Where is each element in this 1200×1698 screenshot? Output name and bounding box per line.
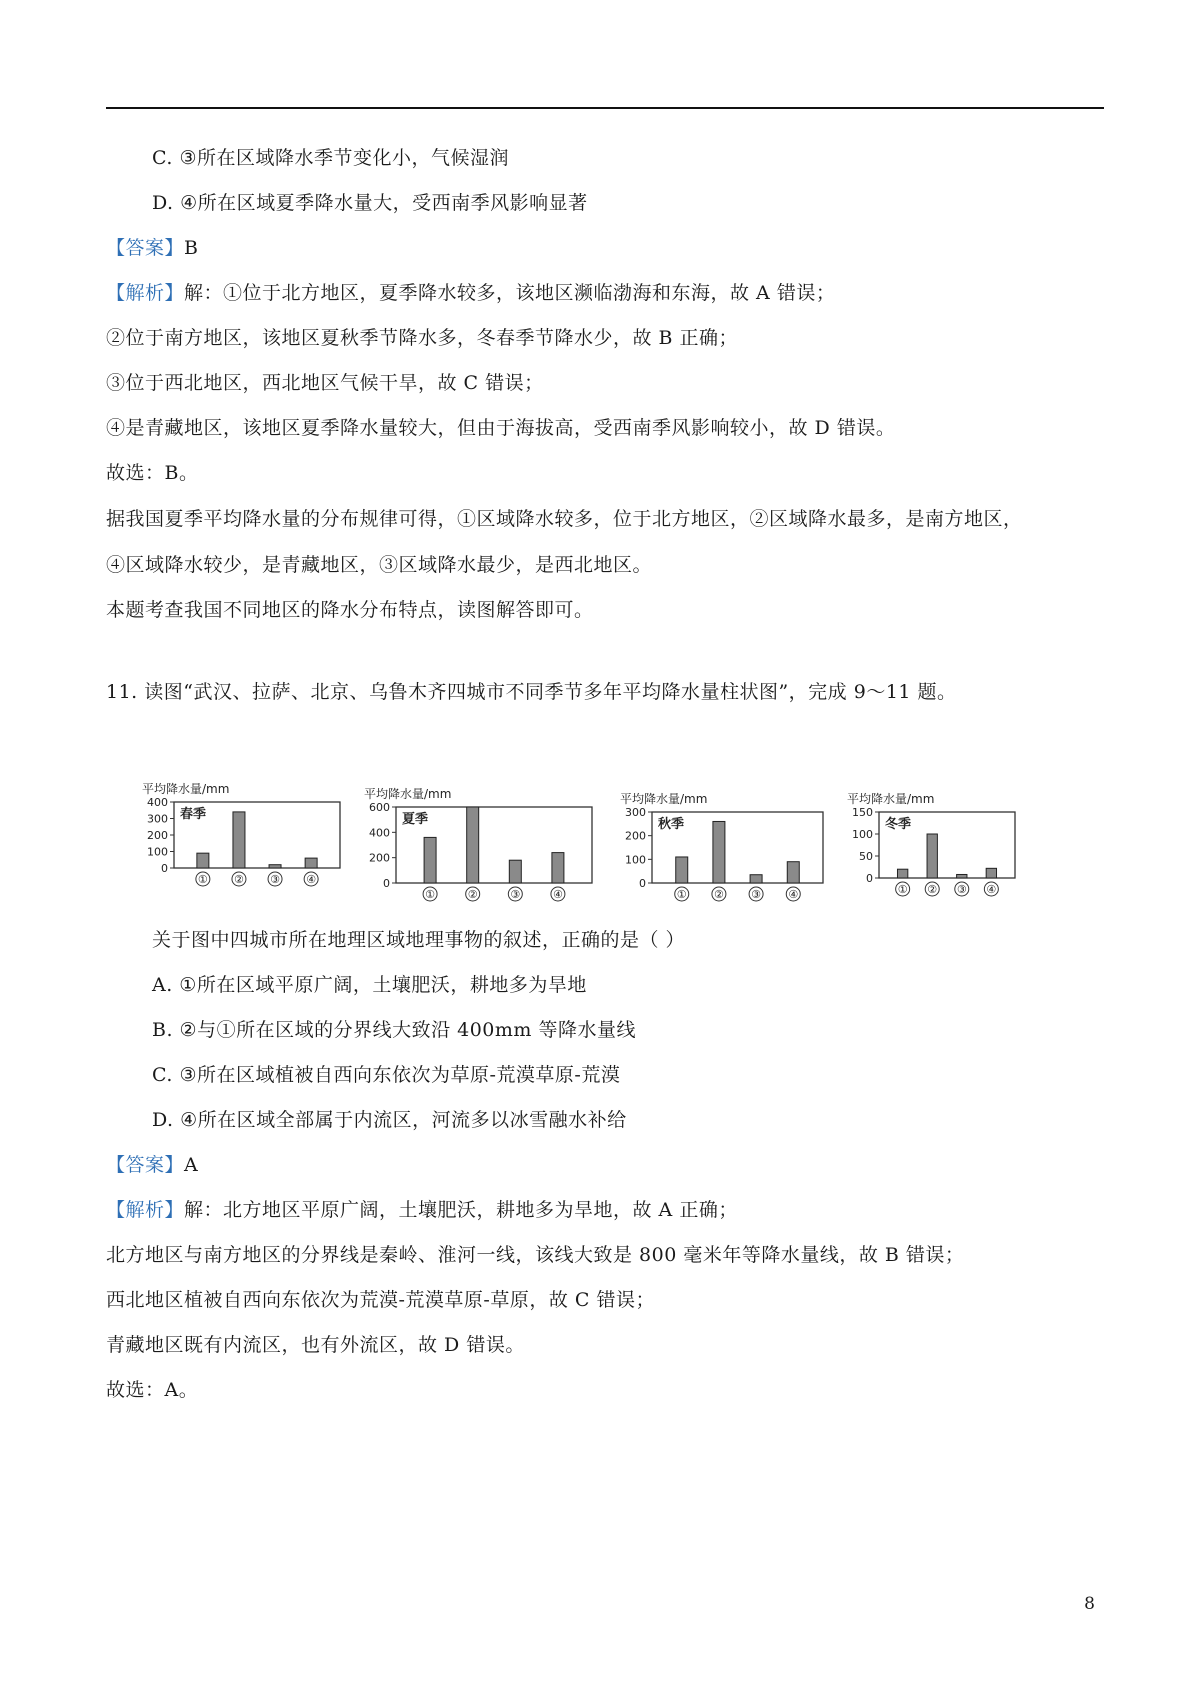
- analysis-11-line-1: 北方地区与南方地区的分界线是秦岭、淮河一线，该线大致是 800 毫米年等降水量线，故 B 错误；: [106, 1244, 965, 1266]
- analysis-1-line-1: ②位于南方地区，该地区夏秋季节降水多，冬春季节降水少，故 B 正确；: [106, 327, 739, 349]
- season-label: 春季: [180, 807, 207, 822]
- y-tick-label: 0: [383, 877, 390, 890]
- y-tick-label: 200: [147, 829, 168, 842]
- category-label: ④: [788, 888, 799, 901]
- bar-3: [509, 860, 521, 883]
- q11-option-b: B. ②与①所在区域的分界线大致沿 400mm 等降水量线: [152, 1019, 636, 1041]
- category-label: ①: [897, 883, 908, 896]
- y-tick-label: 200: [369, 851, 390, 865]
- analysis-1-line-3: ④是青藏地区，该地区夏季降水量较大，但由于海拔高，受西南季风影响较小，故 D 错误。: [106, 417, 896, 439]
- y-tick-label: 100: [625, 853, 646, 867]
- bar-1: [424, 837, 436, 883]
- header-rule: [106, 107, 1104, 109]
- option-c: C. ③所在区域降水季节变化小，气候湿润: [152, 147, 509, 169]
- q11-option-d: D. ④所在区域全部属于内流区，河流多以冰雪融水补给: [152, 1109, 627, 1131]
- bar-4: [986, 868, 996, 878]
- question-11-prompt: 关于图中四城市所在地理区域地理事物的叙述，正确的是（ ）: [152, 929, 686, 951]
- analysis-11-line-2: 西北地区植被自西向东依次为荒漠-荒漠草原-草原，故 C 错误；: [106, 1289, 655, 1311]
- question-11-stem: 11. 读图“武汉、拉萨、北京、乌鲁木齐四城市不同季节多年平均降水量柱状图”，完成 9～11 题。: [106, 681, 957, 703]
- option-d: D. ④所在区域夏季降水量大，受西南季风影响显著: [152, 192, 588, 214]
- category-label: ②: [713, 888, 724, 901]
- analysis-tag: 【解析】: [106, 282, 185, 304]
- category-label: ④: [552, 888, 563, 901]
- category-label: ④: [306, 873, 317, 886]
- season-label: 夏季: [402, 812, 429, 827]
- y-tick-label: 600: [369, 801, 390, 814]
- bar-4: [305, 858, 317, 868]
- bar-1: [197, 853, 209, 868]
- y-axis-label: 平均降水量/mm: [620, 792, 708, 806]
- answer-value: B: [184, 237, 199, 259]
- category-label: ①: [425, 888, 436, 901]
- y-tick-label: 400: [147, 796, 168, 809]
- category-label: ①: [676, 888, 687, 901]
- bar-3: [957, 874, 967, 878]
- category-label: ③: [270, 873, 280, 886]
- category-label: ③: [751, 888, 762, 901]
- category-label: ③: [510, 888, 521, 901]
- y-tick-label: 0: [866, 872, 873, 885]
- category-label: ③: [956, 883, 967, 896]
- y-tick-label: 50: [859, 850, 873, 863]
- autumn-chart: [618, 790, 833, 905]
- season-charts: [140, 780, 1070, 985]
- y-tick-label: 0: [639, 877, 646, 890]
- category-label: ④: [986, 883, 997, 896]
- y-axis-label: 平均降水量/mm: [364, 787, 452, 801]
- bar-1: [897, 869, 907, 878]
- bar-2: [233, 812, 245, 868]
- bar-2: [713, 821, 725, 883]
- bar-2: [467, 807, 479, 883]
- answer-tag: 【答案】: [106, 1154, 185, 1176]
- bar-4: [787, 862, 799, 883]
- analysis-1-line-7: 本题考查我国不同地区的降水分布特点，读图解答即可。: [106, 599, 594, 621]
- season-label: 秋季: [658, 817, 685, 832]
- analysis-11-line-0: [106, 1198, 738, 1222]
- analysis-1-line-4: 故选：B。: [106, 462, 199, 484]
- spring-chart: [140, 780, 350, 890]
- page-number: 8: [1084, 1594, 1095, 1614]
- y-tick-label: 100: [852, 828, 873, 841]
- analysis-1-line-6: ④区域降水较少，是青藏地区，③区域降水最少，是西北地区。: [106, 554, 653, 576]
- summer-chart: [362, 785, 602, 905]
- analysis-1-line-5: 据我国夏季平均降水量的分布规律可得，①区域降水较多，位于北方地区，②区域降水最多，是南方地区，: [106, 508, 1023, 530]
- category-label: ②: [234, 873, 244, 886]
- y-tick-label: 400: [369, 826, 390, 840]
- y-axis-label: 平均降水量/mm: [847, 792, 935, 806]
- category-label: ②: [927, 883, 938, 896]
- analysis-text: 解：北方地区平原广阔，土壤肥沃，耕地多为旱地，故 A 正确；: [184, 1199, 738, 1221]
- season-label: 冬季: [885, 817, 912, 832]
- answer-11: [106, 1153, 198, 1177]
- q11-option-c: C. ③所在区域植被自西向东依次为草原-荒漠草原-荒漠: [152, 1064, 621, 1086]
- y-tick-label: 300: [147, 812, 168, 826]
- bar-3: [269, 865, 281, 868]
- bar-1: [676, 857, 688, 883]
- q11-option-a: A. ①所在区域平原广阔，土壤肥沃，耕地多为旱地: [152, 974, 587, 996]
- bar-3: [750, 875, 762, 883]
- y-axis-label: 平均降水量/mm: [142, 782, 230, 796]
- analysis-text: 解：①位于北方地区，夏季降水较多，该地区濒临渤海和东海，故 A 错误；: [184, 282, 836, 304]
- answer-value: A: [184, 1154, 199, 1176]
- y-tick-label: 100: [147, 845, 168, 859]
- y-tick-label: 200: [625, 829, 646, 843]
- answer-tag: 【答案】: [106, 237, 185, 259]
- bar-4: [552, 853, 564, 883]
- y-tick-label: 0: [161, 862, 168, 875]
- y-tick-label: 150: [852, 806, 873, 819]
- y-tick-label: 300: [625, 806, 646, 819]
- analysis-11-line-3: 青藏地区既有内流区，也有外流区，故 D 错误。: [106, 1334, 525, 1356]
- category-label: ②: [467, 888, 478, 901]
- analysis-1-line-0: [106, 281, 835, 305]
- category-label: ①: [197, 873, 208, 886]
- analysis-tag: 【解析】: [106, 1199, 185, 1221]
- answer-1: [106, 236, 198, 260]
- bar-2: [927, 834, 937, 878]
- winter-chart: [845, 790, 1025, 900]
- analysis-1-line-2: ③位于西北地区，西北地区气候干旱，故 C 错误；: [106, 372, 544, 394]
- analysis-11-line-4: 故选：A。: [106, 1379, 199, 1401]
